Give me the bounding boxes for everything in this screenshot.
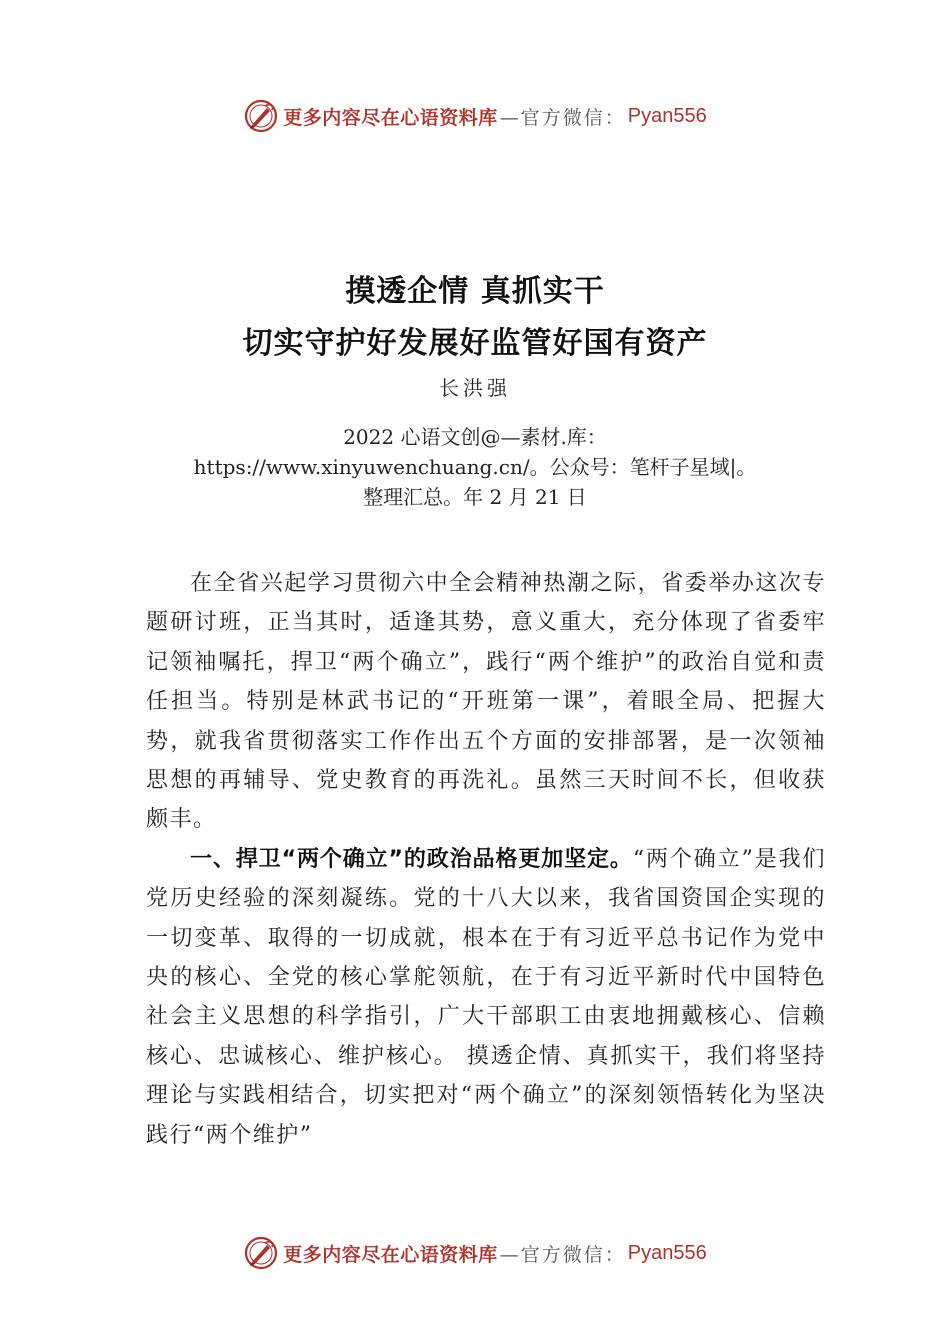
pen-logo-icon: [243, 98, 279, 134]
watermark-main-text: 更多内容尽在心语资料库: [283, 1243, 498, 1266]
watermark-wechat-id: Pyan556: [627, 104, 707, 127]
watermark-dash-text: —官方微信：: [499, 1243, 626, 1266]
document-body: [146, 564, 826, 1155]
watermark-banner-bottom: [0, 1233, 950, 1273]
pen-logo-icon: [243, 1235, 279, 1271]
document-title-line2: 切实守护好发展好监管好国有资产: [242, 326, 708, 361]
document-author: 长洪强: [439, 376, 511, 400]
paragraph-intro: 在全省兴起学习贯彻六中全会精神热潮之际，省委举办这次专题研讨班，正当其时，适逢其势，意义重大，充分体现了省委牢记领袖嘱托，捍卫“两个确立”，践行“两个维护”的政治自觉和责任担当。特别是林武书记的“开班第一课”，着眼全局、把握大势，就我省贯彻落实工作作出五个方面的安排部署，是一次领袖思想的再辅导、党史教育的再洗礼。虽然三天时间不长，但收获颇丰。: [146, 571, 826, 833]
document-meta-line1: 2022 心语文创@—素材.库：: [343, 425, 607, 449]
watermark-banner-top: [0, 96, 950, 136]
document-title-line1: 摸透企情 真抓实干: [345, 274, 605, 309]
section1-heading: 一、捍卫“两个确立”的政治品格更加坚定。: [190, 846, 633, 872]
watermark-dash-text: —官方微信：: [499, 106, 626, 129]
watermark-main-text: 更多内容尽在心语资料库: [283, 106, 498, 129]
document-meta-line2: https://www.xinyuwenchuang.cn/。公众号：笔杆子星域|。: [193, 455, 757, 479]
watermark-wechat-id: Pyan556: [627, 1241, 707, 1264]
section1-text: “两个确立”是我们党历史经验的深刻凝练。党的十八大以来，我省国资国企实现的一切变革、取得的一切成就，根本在于有习近平总书记作为党中央的核心、全党的核心掌舵领航，在于有习近平新时代中国特色社会主义思想的科学指引，广大干部职工由衷地拥戴核心、信赖核心、忠诚核心、维护核心。 摸透企情、真抓实干，我们将坚持理论与实践相结合，切实把对“两个确立”的深刻领悟转化为坚决践行“两个维护”: [146, 846, 827, 1148]
document-meta-line3: 整理汇总。年 2 月 21 日: [363, 485, 587, 509]
paragraph-section1: [146, 840, 826, 1155]
